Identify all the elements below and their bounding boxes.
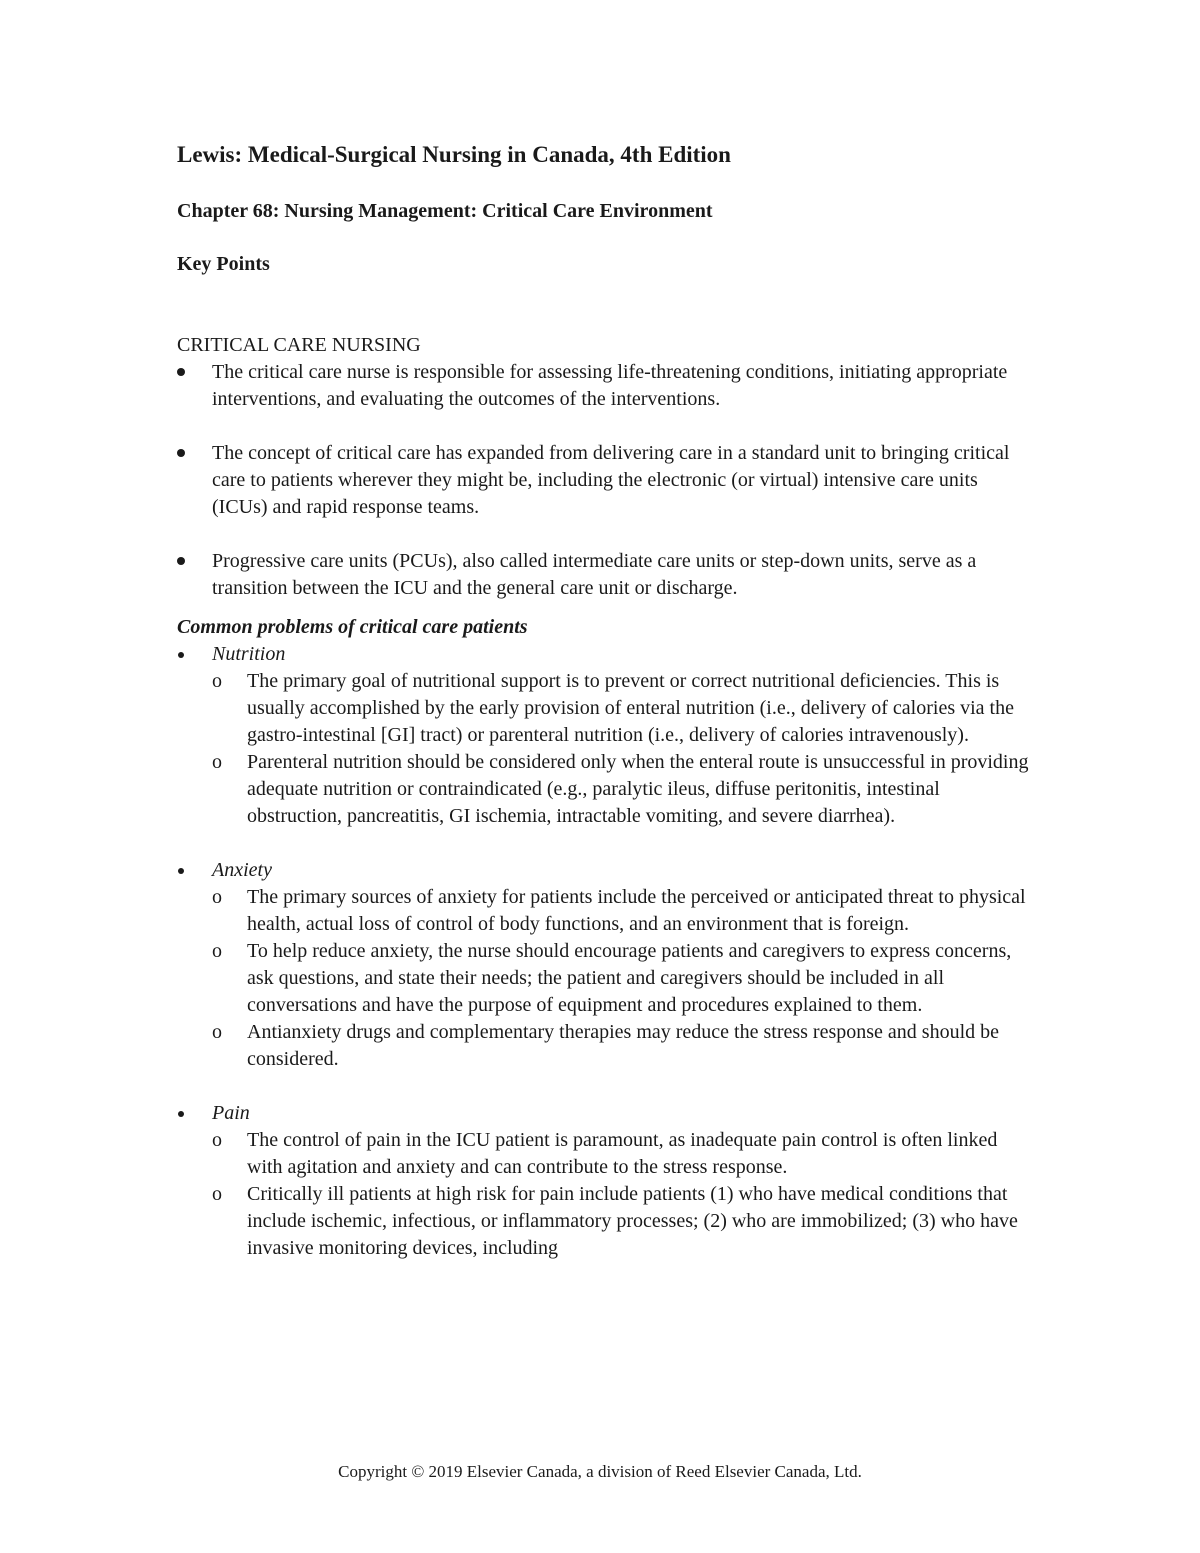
- bullet-icon: [177, 449, 185, 457]
- bullet-text: The concept of critical care has expanded from delivering care in a standard unit to bringing critical care to patients wherever they might be, including the electronic (or virtual) intensive care units (ICUs) and rapid response teams.: [212, 442, 1010, 518]
- sub-item-text: The control of pain in the ICU patient is paramount, as inadequate pain control is often linked with agitation and anxiety and can contribute to the stress response.: [247, 1129, 998, 1178]
- sub-item-text: To help reduce anxiety, the nurse should encourage patients and caregivers to express concerns, ask questions, and state their needs; the patient and caregivers should be included in all conversations and have the purpose of equipment and procedures explained to them.: [247, 940, 1012, 1016]
- sub-item-text: Parenteral nutrition should be considered only when the enteral route is unsuccessful in providing adequate nutrition or contraindicated (e.g., paralytic ileus, diffuse peritonitis, intestinal obstruction, pancreatitis, GI ischemia, intractable vomiting, and severe diarrhea).: [247, 751, 1029, 827]
- circle-bullet-icon: o: [212, 751, 222, 773]
- sub-list-item: [212, 749, 1037, 830]
- sub-item-text: Antianxiety drugs and complementary therapies may reduce the stress response and should be considered.: [247, 1021, 1000, 1070]
- circle-bullet-icon: o: [212, 1129, 222, 1151]
- topic-label: Anxiety: [212, 859, 272, 881]
- sub-list-item: [212, 938, 1037, 1019]
- section-heading: CRITICAL CARE NURSING: [177, 334, 421, 356]
- list-item: [177, 440, 1037, 521]
- key-points-heading: Key Points: [177, 253, 270, 275]
- section-bullet-list: [177, 359, 1037, 602]
- circle-bullet-icon: o: [212, 1183, 222, 1205]
- document-body: [177, 332, 1037, 1262]
- copyright-footer: Copyright © 2019 Elsevier Canada, a division of Reed Elsevier Canada, Ltd.: [338, 1462, 862, 1481]
- sub-list-item: [212, 1181, 1037, 1262]
- topic-label: Pain: [212, 1102, 250, 1124]
- bullet-text: The critical care nurse is responsible for assessing life-threatening conditions, initiating appropriate interventions, and evaluating the outcomes of the interventions.: [212, 361, 1008, 410]
- sub-item-text: The primary sources of anxiety for patients include the perceived or anticipated threat to physical health, actual loss of control of body functions, and an environment that is foreign.: [247, 886, 1026, 935]
- sub-list-item: [212, 884, 1037, 938]
- sub-list: [212, 668, 1037, 830]
- list-item: [177, 359, 1037, 413]
- chapter-title: Chapter 68: Nursing Management: Critical Care Environment: [177, 200, 713, 222]
- bullet-text: Progressive care units (PCUs), also called intermediate care units or step-down units, serve as a transition between the ICU and the general care unit or discharge.: [212, 550, 977, 599]
- problems-list: [177, 641, 1037, 1262]
- bullet-icon: [178, 652, 184, 658]
- document-title: Lewis: Medical-Surgical Nursing in Canada, 4th Edition: [177, 142, 731, 167]
- bullet-icon: [178, 868, 184, 874]
- circle-bullet-icon: o: [212, 886, 222, 908]
- sub-list-item: [212, 1127, 1037, 1181]
- sub-item-text: Critically ill patients at high risk for pain include patients (1) who have medical conditions that include ischemic, infectious, or inflammatory processes; (2) who are immobilized; (3) who have invasive monitoring devices, including: [247, 1183, 1018, 1259]
- bullet-icon: [178, 1111, 184, 1117]
- topic-nutrition: [177, 641, 1037, 830]
- sub-list: [212, 1127, 1037, 1262]
- topic-label: Nutrition: [212, 643, 286, 665]
- bullet-icon: [177, 557, 185, 565]
- topic-pain: [177, 1100, 1037, 1262]
- bullet-icon: [177, 368, 185, 376]
- circle-bullet-icon: o: [212, 940, 222, 962]
- topic-anxiety: [177, 857, 1037, 1073]
- circle-bullet-icon: o: [212, 670, 222, 692]
- sub-item-text: The primary goal of nutritional support is to prevent or correct nutritional deficiencies. This is usually accomplished by the early provision of enteral nutrition (i.e., delivery of calories via the gastro-intestinal [GI] tract) or parenteral nutrition (i.e., delivery of calories intravenously).: [247, 670, 1014, 746]
- sub-list-item: [212, 668, 1037, 749]
- circle-bullet-icon: o: [212, 1021, 222, 1043]
- sub-list-item: [212, 1019, 1037, 1073]
- sub-list: [212, 884, 1037, 1073]
- list-item: [177, 548, 1037, 602]
- subsection-heading: Common problems of critical care patients: [177, 616, 528, 638]
